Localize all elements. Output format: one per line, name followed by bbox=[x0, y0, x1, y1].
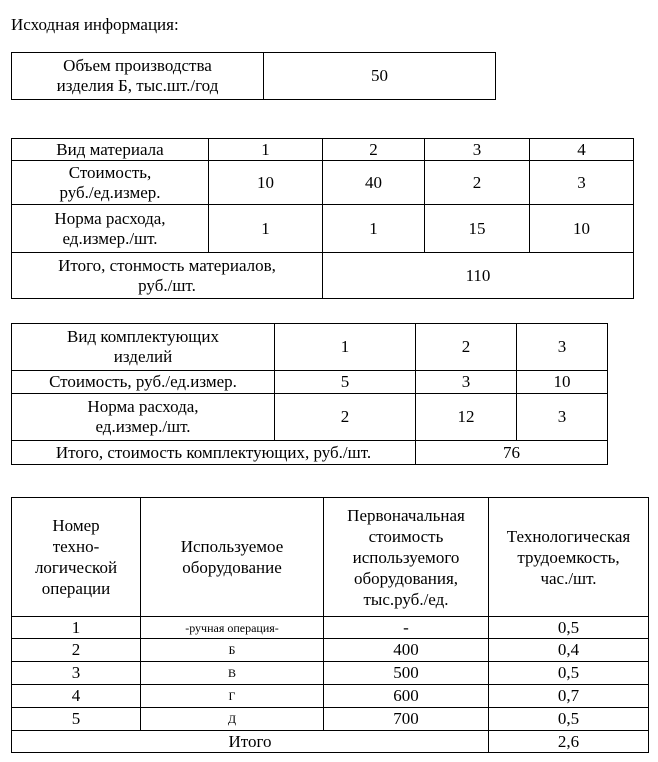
operations-total-value: 2,6 bbox=[489, 731, 649, 753]
materials-total-label-line2: руб./шт. bbox=[138, 275, 196, 295]
material-type-cell: 3 bbox=[425, 139, 530, 161]
op-cost-cell: - bbox=[324, 617, 489, 639]
components-total-row bbox=[12, 441, 608, 465]
material-norm-cell: 10 bbox=[530, 205, 634, 253]
material-norm-cell: 1 bbox=[323, 205, 425, 253]
components-cost-row bbox=[12, 371, 608, 394]
op-labor-cell: 0,5 bbox=[489, 708, 649, 731]
op-number-cell: 1 bbox=[12, 617, 141, 639]
components-type-row bbox=[12, 324, 608, 371]
production-row bbox=[12, 53, 496, 100]
table-row bbox=[12, 617, 649, 639]
material-cost-cell: 10 bbox=[209, 161, 323, 205]
materials-cost-row bbox=[12, 161, 634, 205]
materials-type-label: Вид материала bbox=[12, 139, 209, 161]
op-cost-cell: 500 bbox=[324, 662, 489, 685]
components-norm-label-line2: ед.измер./шт. bbox=[95, 417, 191, 436]
components-type-label-line2: изделий bbox=[113, 347, 173, 366]
header-op-number-line: техно- bbox=[52, 537, 100, 556]
materials-table bbox=[11, 138, 634, 299]
materials-total-label-line1: Итого, стонмость материалов, bbox=[58, 255, 276, 275]
header-labor-line: трудоемкость, bbox=[517, 547, 620, 567]
operations-total-row bbox=[12, 731, 649, 753]
operations-total-label: Итого bbox=[12, 731, 489, 753]
components-type-label-line1: Вид комплектующих bbox=[67, 327, 219, 346]
header-labor-line: Технологическая bbox=[506, 526, 631, 546]
components-cost-label: Стоимость, руб./ед.измер. bbox=[12, 371, 275, 394]
component-cost-cell: 10 bbox=[517, 371, 608, 394]
header-op-number-line: операции bbox=[41, 579, 111, 598]
components-norm-row bbox=[12, 394, 608, 441]
op-equipment-cell: Д bbox=[141, 708, 324, 731]
op-labor-cell: 0,4 bbox=[489, 639, 649, 662]
op-number-cell: 2 bbox=[12, 639, 141, 662]
op-labor-cell: 0,7 bbox=[489, 685, 649, 708]
header-initial-cost-line: Первоначальная bbox=[347, 505, 465, 525]
materials-type-row bbox=[12, 139, 634, 161]
header-initial-cost-line: тыс.руб./ед. bbox=[363, 589, 449, 609]
op-number-cell: 5 bbox=[12, 708, 141, 731]
component-norm-cell: 2 bbox=[275, 394, 416, 441]
materials-total-row bbox=[12, 253, 634, 299]
production-label-line2: изделия Б, тыс.шт./год bbox=[56, 76, 219, 95]
component-norm-cell: 12 bbox=[416, 394, 517, 441]
op-number-cell: 4 bbox=[12, 685, 141, 708]
header-op-number-line: логической bbox=[34, 558, 118, 577]
component-cost-cell: 3 bbox=[416, 371, 517, 394]
table-row bbox=[12, 708, 649, 731]
components-norm-label-line1: Норма расхода, bbox=[87, 397, 199, 416]
production-label-line1: Объем производства bbox=[63, 56, 212, 75]
material-type-cell: 4 bbox=[530, 139, 634, 161]
component-type-cell: 1 bbox=[275, 324, 416, 371]
op-labor-cell: 0,5 bbox=[489, 662, 649, 685]
op-equipment-cell: Г bbox=[141, 685, 324, 708]
component-norm-cell: 3 bbox=[517, 394, 608, 441]
materials-total-value: 110 bbox=[323, 253, 634, 299]
materials-norm-label-line2: ед.измер./шт. bbox=[62, 228, 158, 248]
materials-norm-row bbox=[12, 205, 634, 253]
material-norm-cell: 1 bbox=[209, 205, 323, 253]
header-labor bbox=[489, 498, 649, 617]
header-equipment-line: Используемое bbox=[180, 537, 284, 556]
table-row bbox=[12, 639, 649, 662]
header-equipment bbox=[141, 498, 324, 617]
operations-header-row bbox=[12, 498, 649, 617]
production-label bbox=[12, 53, 264, 100]
materials-norm-label bbox=[12, 205, 209, 253]
page-heading: Исходная информация: bbox=[11, 15, 179, 34]
table-row bbox=[12, 685, 649, 708]
components-total-label: Итого, стоимость комплектующих, руб./шт. bbox=[12, 441, 416, 465]
components-norm-label bbox=[12, 394, 275, 441]
production-value: 50 bbox=[264, 53, 496, 100]
header-initial-cost bbox=[324, 498, 489, 617]
component-type-cell: 3 bbox=[517, 324, 608, 371]
materials-cost-label-line1: Стоимость, bbox=[68, 162, 152, 182]
materials-total-label bbox=[12, 253, 323, 299]
materials-cost-label bbox=[12, 161, 209, 205]
components-type-label bbox=[12, 324, 275, 371]
components-table bbox=[11, 323, 608, 465]
material-type-cell: 2 bbox=[323, 139, 425, 161]
op-equipment-cell: В bbox=[141, 662, 324, 685]
material-norm-cell: 15 bbox=[425, 205, 530, 253]
header-initial-cost-line: оборудования, bbox=[353, 568, 459, 588]
header-equipment-line: оборудование bbox=[182, 558, 282, 577]
header-initial-cost-line: используемого bbox=[352, 547, 460, 567]
material-cost-cell: 40 bbox=[323, 161, 425, 205]
op-cost-cell: 600 bbox=[324, 685, 489, 708]
material-type-cell: 1 bbox=[209, 139, 323, 161]
op-cost-cell: 700 bbox=[324, 708, 489, 731]
components-total-value: 76 bbox=[416, 441, 608, 465]
op-cost-cell: 400 bbox=[324, 639, 489, 662]
header-op-number bbox=[12, 498, 141, 617]
material-cost-cell: 2 bbox=[425, 161, 530, 205]
production-volume-table bbox=[11, 52, 496, 100]
materials-norm-label-line1: Норма расхода, bbox=[54, 208, 166, 228]
table-row bbox=[12, 662, 649, 685]
material-cost-cell: 3 bbox=[530, 161, 634, 205]
operations-table bbox=[11, 497, 649, 753]
header-labor-line: час./шт. bbox=[540, 568, 597, 588]
header-op-number-line: Номер bbox=[52, 516, 100, 535]
op-equipment-cell: Б bbox=[141, 639, 324, 662]
op-labor-cell: 0,5 bbox=[489, 617, 649, 639]
header-initial-cost-line: стоимость bbox=[368, 526, 444, 546]
component-type-cell: 2 bbox=[416, 324, 517, 371]
op-number-cell: 3 bbox=[12, 662, 141, 685]
op-equipment-cell: -ручная операция- bbox=[141, 617, 324, 639]
component-cost-cell: 5 bbox=[275, 371, 416, 394]
materials-cost-label-line2: руб./ед.измер. bbox=[59, 182, 161, 202]
